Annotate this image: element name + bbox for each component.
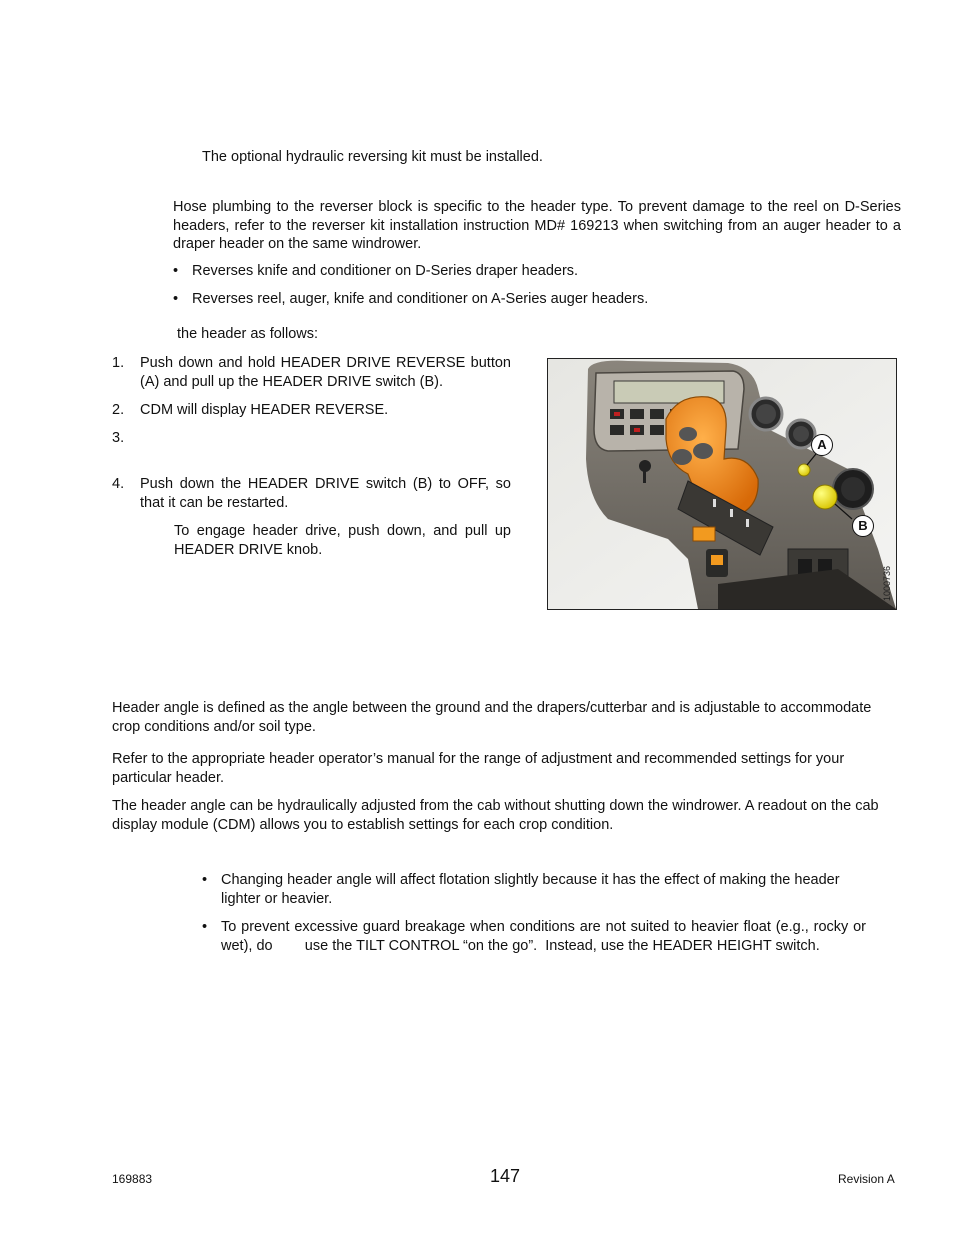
console-figure xyxy=(547,358,897,610)
bullet-dot: • xyxy=(202,872,208,888)
hose-plumbing-note: Hose plumbing to the reverser block is specific to the header type. To prevent damage to the reel on D-Series headers, refer to the reverser kit installation instruction MD# 169213 when switching from an auger header to a draper header on the same windrower. xyxy=(173,199,901,252)
bullet-text: To prevent excessive guard breakage when conditions are not suited to heavier float (e.g., rocky or wet), do use the TILT CONTROL “on the go”. Instead, use the HEADER HEIGHT switch. xyxy=(221,919,871,954)
reverser-bullet-1 xyxy=(173,262,901,281)
bullet-dot: • xyxy=(173,291,179,307)
prereq-note: The optional hydraulic reversing kit must be installed. xyxy=(202,149,543,165)
angle-bullet-2 xyxy=(202,918,871,955)
step-1 xyxy=(112,354,511,391)
figure-code: 1000736 xyxy=(882,565,892,601)
step-text: CDM will display HEADER REVERSE. xyxy=(140,402,389,418)
bullet-dot: • xyxy=(202,919,208,935)
bullet-text: Reverses reel, auger, knife and conditioner on A-Series auger headers. xyxy=(192,291,649,307)
footer-revision: Revision A xyxy=(838,1172,895,1186)
step-2 xyxy=(112,401,511,420)
angle-definition: Header angle is defined as the angle between the ground and the drapers/cutterbar and is adjustable to accommodate crop conditions and/or soil type. xyxy=(112,700,872,735)
step-4 xyxy=(112,475,511,512)
console-illustration xyxy=(548,359,896,609)
procedure-intro: the header as follows: xyxy=(177,326,319,342)
step-text: Push down and hold HEADER DRIVE REVERSE button (A) and pull up the HEADER DRIVE switch (B). xyxy=(140,355,511,390)
angle-bullet-1 xyxy=(202,871,866,908)
callout-a: A xyxy=(811,434,833,456)
angle-hydraulic-note: The header angle can be hydraulically adjusted from the cab without shutting down the windrower. A readout on the cab display module (CDM) allows you to establish settings for each crop condition. xyxy=(112,798,879,833)
reverser-bullet-2 xyxy=(173,290,901,309)
step-number: 1. xyxy=(112,355,125,371)
footer-doc-number: 169883 xyxy=(112,1172,153,1186)
step-text: Push down the HEADER DRIVE switch (B) to OFF, so that it can be restarted. xyxy=(140,476,511,511)
bullet-text: Changing header angle will affect flotation slightly because it has the effect of making the header lighter or heavier. xyxy=(221,872,840,907)
engage-note: To engage header drive, push down, and pull up HEADER DRIVE knob. xyxy=(174,523,511,558)
step-number: 3. xyxy=(112,430,125,446)
footer-page-number: 147 xyxy=(490,1166,521,1186)
step-number: 4. xyxy=(112,476,125,492)
callout-b: B xyxy=(852,515,874,537)
bullet-text: Reverses knife and conditioner on D-Series draper headers. xyxy=(192,263,579,279)
angle-refer-note: Refer to the appropriate header operator’s manual for the range of adjustment and recommended settings for your particular header. xyxy=(112,751,845,786)
step-number: 2. xyxy=(112,402,125,418)
bullet-dot: • xyxy=(173,263,179,279)
